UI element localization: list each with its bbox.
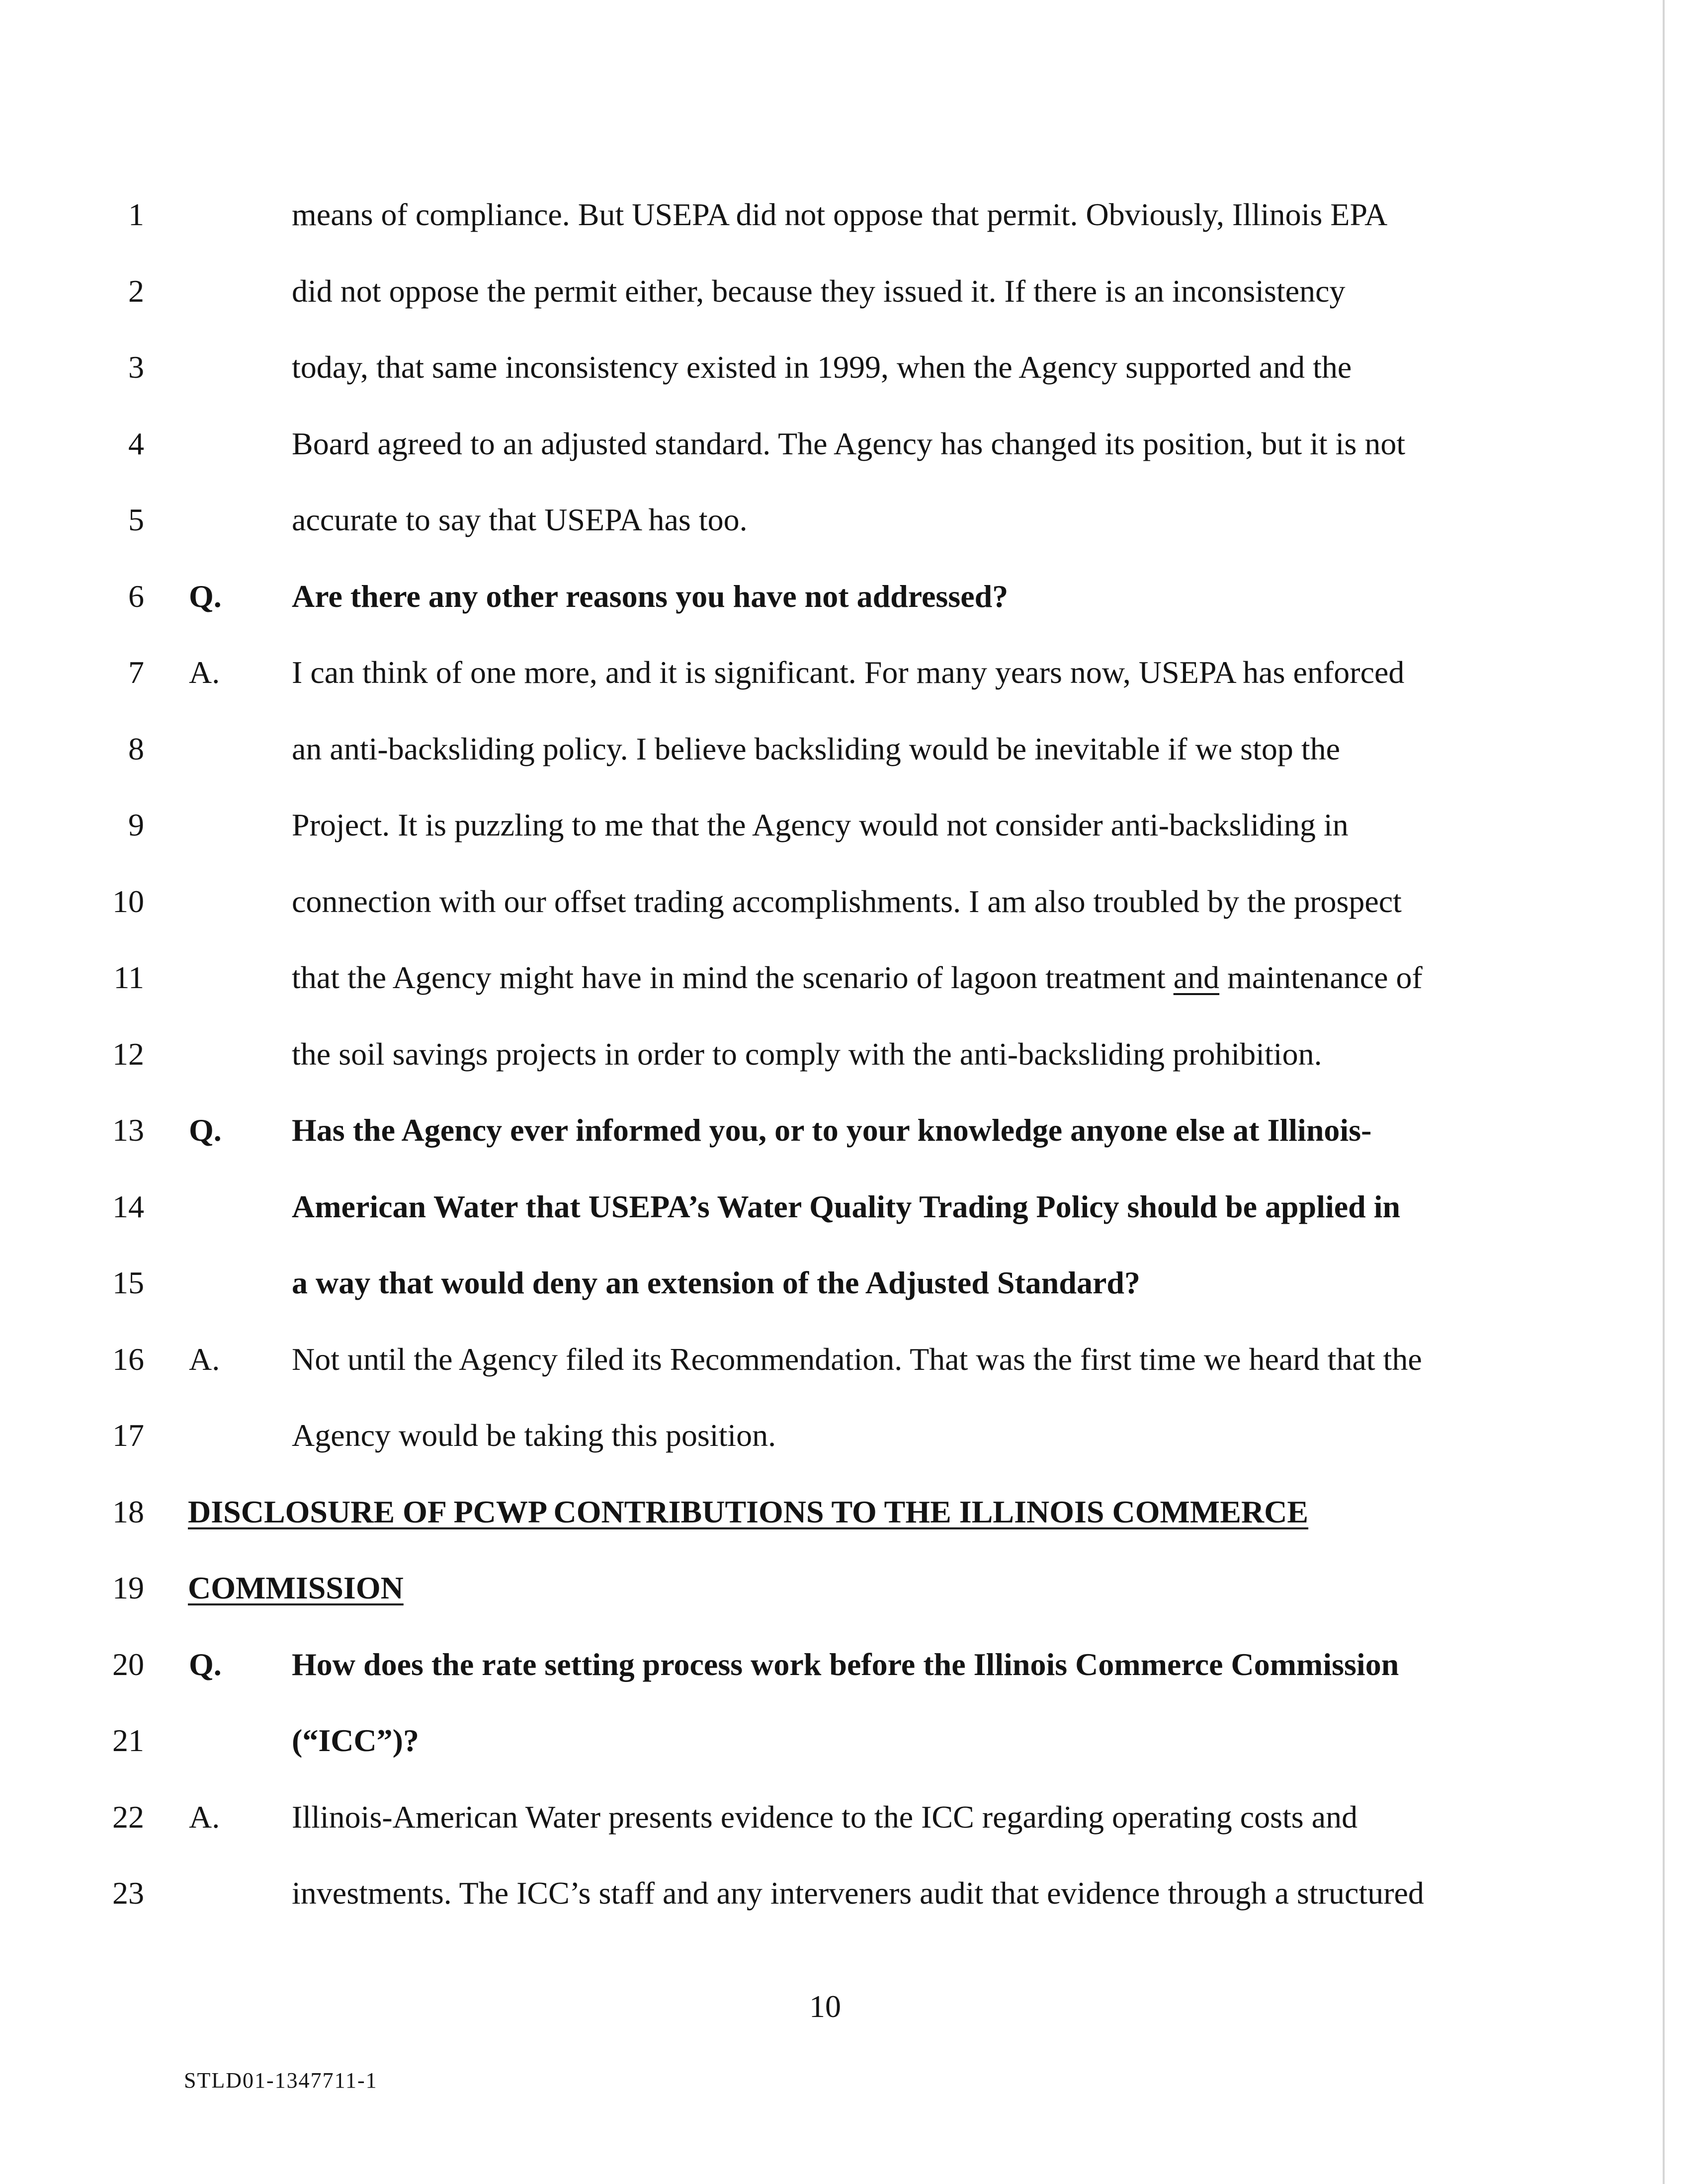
line-number: 8 <box>128 731 144 766</box>
text-line <box>0 1711 1690 1770</box>
text-segment: maintenance of <box>1219 960 1423 995</box>
line-number: 22 <box>112 1799 144 1835</box>
line-number: 15 <box>112 1265 144 1300</box>
line-number: 12 <box>112 1036 144 1072</box>
line-text <box>292 1330 1422 1389</box>
text-segment: Has the Agency ever informed you, or to your knowledge anyone else at Illinois- <box>292 1112 1372 1148</box>
text-line <box>0 1406 1690 1465</box>
line-number: 23 <box>112 1875 144 1911</box>
line-text <box>292 567 1008 626</box>
text-line <box>0 337 1690 397</box>
text-line <box>0 1253 1690 1313</box>
text-line <box>0 1330 1690 1389</box>
line-number: 18 <box>112 1494 144 1529</box>
underlined-text: and <box>1173 960 1220 995</box>
text-line <box>0 567 1690 626</box>
text-segment: Illinois-American Water presents evidence to the ICC regarding operating costs and <box>292 1799 1358 1835</box>
line-text <box>292 261 1346 321</box>
answer-marker: A. <box>189 1341 220 1377</box>
text-segment: connection with our offset trading accomplishments. I am also troubled by the prospect <box>292 883 1402 919</box>
text-line <box>0 643 1690 702</box>
line-number: 17 <box>112 1418 144 1453</box>
document-id: STLD01-1347711-1 <box>184 2068 378 2093</box>
line-text <box>292 795 1349 855</box>
line-text <box>292 1253 1140 1313</box>
line-text <box>292 414 1405 474</box>
text-segment: American Water that USEPA’s Water Quality Trading Policy should be applied in <box>292 1188 1401 1224</box>
line-text <box>292 490 748 550</box>
line-number: 7 <box>128 655 144 690</box>
underlined-text: COMMISSION <box>188 1570 404 1605</box>
question-marker: Q. <box>189 1646 222 1682</box>
line-text <box>292 1635 1399 1694</box>
line-number: 3 <box>128 349 144 385</box>
text-line <box>0 795 1690 855</box>
text-line <box>0 185 1690 245</box>
text-segment: the soil savings projects in order to comply with the anti-backsliding prohibition. <box>292 1036 1322 1072</box>
text-segment: a way that would deny an extension of the Adjusted Standard? <box>292 1265 1140 1300</box>
text-line <box>0 719 1690 779</box>
line-number: 14 <box>112 1188 144 1224</box>
text-line <box>0 1100 1690 1160</box>
answer-marker: A. <box>189 1799 220 1835</box>
text-line <box>0 1558 1690 1618</box>
line-number: 5 <box>128 502 144 537</box>
line-number: 1 <box>128 197 144 232</box>
line-number: 2 <box>128 273 144 309</box>
line-text <box>292 185 1387 245</box>
text-line <box>0 414 1690 474</box>
text-line <box>0 1635 1690 1694</box>
text-segment: Board agreed to an adjusted standard. The Agency has changed its position, but it is not <box>292 425 1406 461</box>
text-line <box>0 948 1690 1008</box>
line-text <box>292 1177 1400 1237</box>
text-segment: today, that same inconsistency existed in 1999, when the Agency supported and the <box>292 349 1352 385</box>
text-line <box>0 1787 1690 1847</box>
text-segment: (“ICC”)? <box>292 1723 419 1758</box>
line-text <box>292 1024 1322 1084</box>
page-edge-line <box>1663 0 1665 2184</box>
text-line <box>0 1863 1690 1923</box>
text-segment: How does the rate setting process work before the Illinois Commerce Commission <box>292 1646 1399 1682</box>
text-line <box>0 1177 1690 1237</box>
underlined-text: DISCLOSURE OF PCWP CONTRIBUTIONS TO THE ILLINOIS COMMERCE <box>188 1494 1309 1529</box>
text-segment: I can think of one more, and it is significant. For many years now, USEPA has enforced <box>292 655 1405 690</box>
text-segment: did not oppose the permit either, because they issued it. If there is an inconsistency <box>292 273 1346 309</box>
line-text <box>292 1863 1424 1923</box>
text-segment: an anti-backsliding policy. I believe backsliding would be inevitable if we stop the <box>292 731 1341 766</box>
line-number: 10 <box>112 883 144 919</box>
question-marker: Q. <box>189 1112 222 1148</box>
text-line <box>0 872 1690 931</box>
line-text <box>292 1100 1371 1160</box>
line-number: 9 <box>128 807 144 842</box>
line-text <box>292 1787 1357 1847</box>
text-segment: Not until the Agency filed its Recommendation. That was the first time we heard that the <box>292 1341 1422 1377</box>
text-line <box>0 1482 1690 1542</box>
text-segment: Are there any other reasons you have not addressed? <box>292 578 1009 614</box>
line-text <box>292 719 1340 779</box>
text-segment: Project. It is puzzling to me that the Agency would not consider anti-backsliding in <box>292 807 1349 842</box>
line-text <box>292 872 1402 931</box>
line-number: 6 <box>128 578 144 614</box>
section-heading <box>188 1558 404 1618</box>
line-text <box>292 948 1423 1008</box>
text-segment: investments. The ICC’s staff and any interveners audit that evidence through a structured <box>292 1875 1424 1911</box>
page-number: 10 <box>809 1989 841 2024</box>
text-line <box>0 261 1690 321</box>
line-text <box>292 337 1352 397</box>
line-number: 16 <box>112 1341 144 1377</box>
line-number: 19 <box>112 1570 144 1605</box>
text-segment: means of compliance. But USEPA did not oppose that permit. Obviously, Illinois EPA <box>292 197 1388 232</box>
line-number: 20 <box>112 1646 144 1682</box>
line-text <box>292 1406 776 1465</box>
line-text <box>292 643 1404 702</box>
text-segment: accurate to say that USEPA has too. <box>292 502 748 537</box>
question-marker: Q. <box>189 578 222 614</box>
line-text <box>292 1711 419 1770</box>
answer-marker: A. <box>189 655 220 690</box>
line-number: 21 <box>112 1723 144 1758</box>
text-line <box>0 490 1690 550</box>
line-number: 11 <box>113 960 144 995</box>
section-heading <box>188 1482 1308 1542</box>
line-number: 4 <box>128 425 144 461</box>
text-segment: Agency would be taking this position. <box>292 1418 776 1453</box>
line-number: 13 <box>112 1112 144 1148</box>
text-segment: that the Agency might have in mind the scenario of lagoon treatment <box>292 960 1174 995</box>
text-line <box>0 1024 1690 1084</box>
